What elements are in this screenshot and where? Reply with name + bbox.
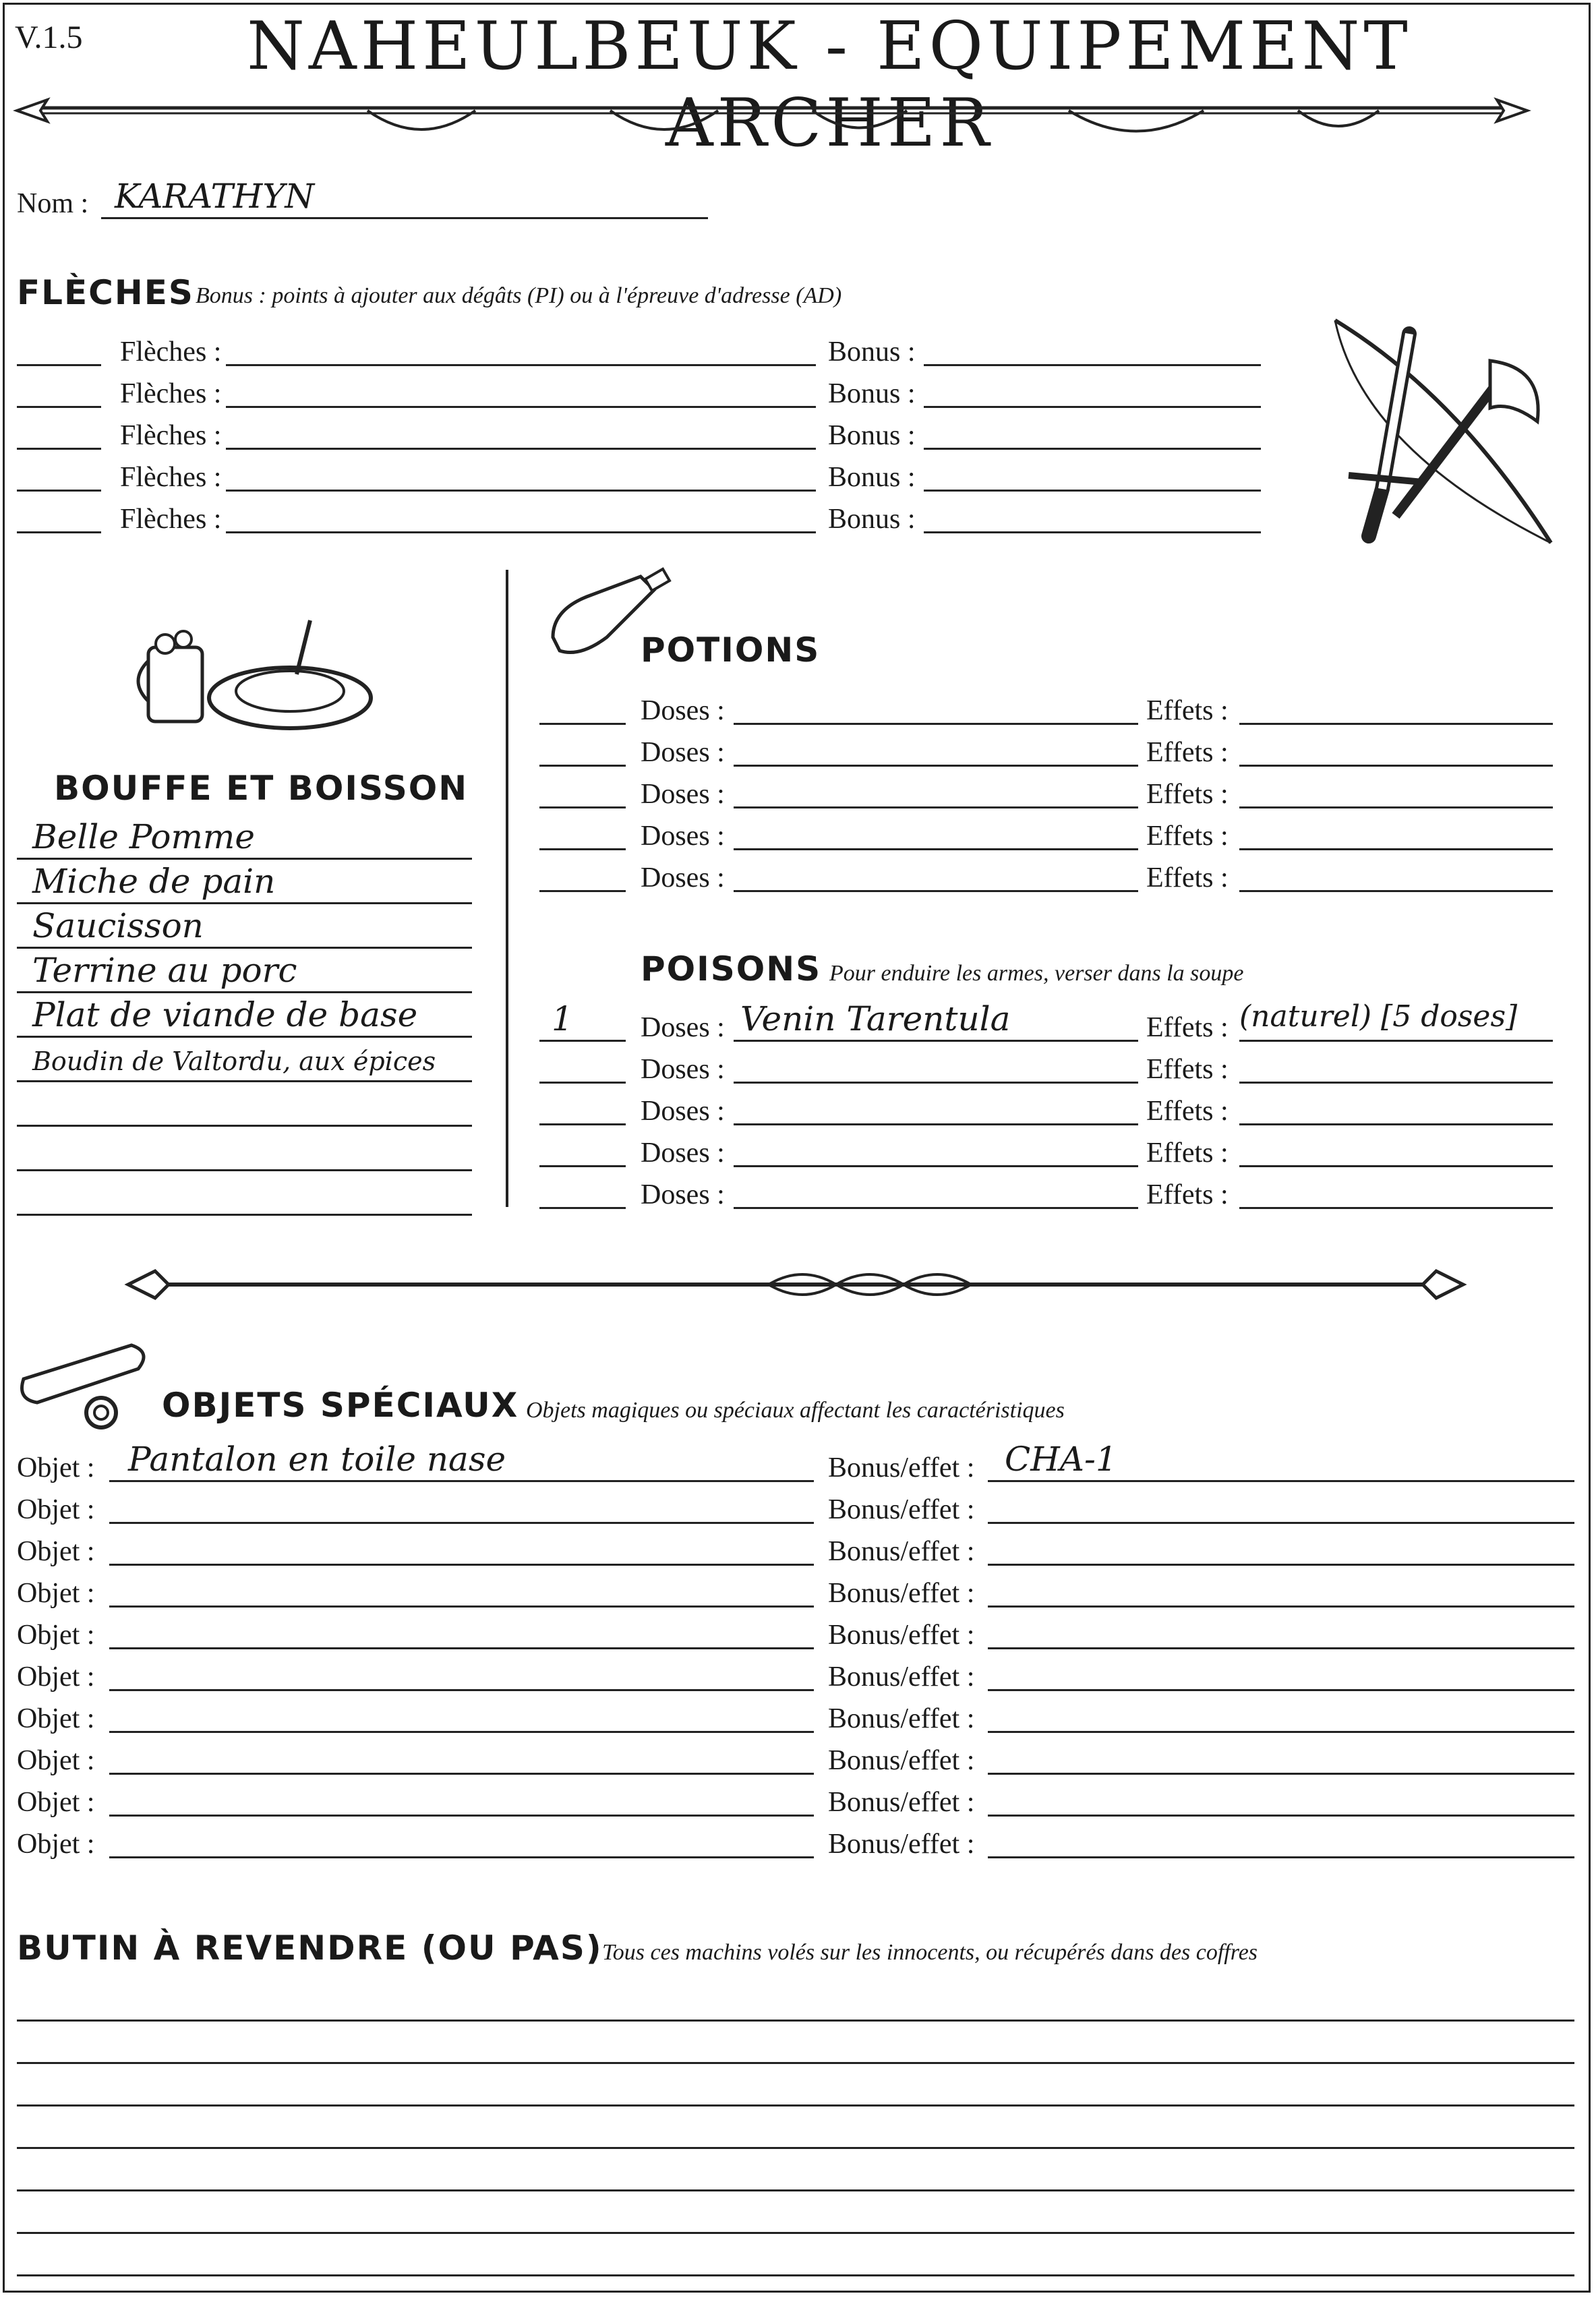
objets-title: OBJETS SPÉCIAUX bbox=[162, 1386, 519, 1425]
bouffe-line bbox=[17, 858, 472, 860]
objet-bonus-line bbox=[988, 1605, 1574, 1608]
poisons-doses-label: Doses : bbox=[641, 1138, 725, 1169]
potions-doses-label: Doses : bbox=[641, 779, 725, 810]
poisons-doses-label: Doses : bbox=[641, 1012, 725, 1043]
potions-effets-label: Effets : bbox=[1146, 695, 1229, 726]
nom-value[interactable]: KARATHYN bbox=[115, 177, 315, 216]
objet-line bbox=[109, 1480, 814, 1482]
potions-effets-line bbox=[1239, 890, 1553, 892]
potions-doses-label: Doses : bbox=[641, 695, 725, 726]
fleches-bonus-input[interactable] bbox=[924, 459, 1261, 490]
objet-bonus-line bbox=[988, 1856, 1574, 1858]
poisons-effets-line bbox=[1239, 1082, 1553, 1084]
bouffe-line bbox=[17, 1125, 472, 1127]
fleches-input[interactable] bbox=[226, 417, 816, 448]
fleches-bonus-input[interactable] bbox=[924, 376, 1261, 406]
poisons-effets-label: Effets : bbox=[1146, 1179, 1229, 1210]
potions-doses-input[interactable] bbox=[734, 693, 1138, 723]
potions-doses-input[interactable] bbox=[734, 776, 1138, 806]
bouffe-item[interactable]: Belle Pomme bbox=[32, 817, 255, 856]
potions-effets-input[interactable] bbox=[1239, 734, 1553, 765]
potions-doses-line bbox=[734, 723, 1138, 725]
objet-line bbox=[109, 1522, 814, 1524]
potions-effets-input[interactable] bbox=[1239, 693, 1553, 723]
objet-bonus-label: Bonus/effet : bbox=[828, 1578, 975, 1609]
poisons-effets-label: Effets : bbox=[1146, 1096, 1229, 1127]
potions-effets-line bbox=[1239, 848, 1553, 850]
objet-bonus-label: Bonus/effet : bbox=[828, 1620, 975, 1651]
potions-qty-line bbox=[539, 806, 626, 808]
potions-doses-line bbox=[734, 890, 1138, 892]
column-divider bbox=[506, 570, 508, 1207]
bouffe-item[interactable]: Boudin de Valtordu, aux épices bbox=[32, 1047, 436, 1076]
fleches-bonus-line bbox=[924, 490, 1261, 492]
objet-label: Objet : bbox=[17, 1745, 95, 1776]
objet-bonus-label: Bonus/effet : bbox=[828, 1787, 975, 1818]
objet-label: Objet : bbox=[17, 1661, 95, 1692]
objet-bonus-value[interactable]: CHA-1 bbox=[1005, 1440, 1117, 1479]
potions-title: POTIONS bbox=[641, 630, 821, 670]
fleches-bonus-input[interactable] bbox=[924, 334, 1261, 364]
objet-bonus-label: Bonus/effet : bbox=[828, 1494, 975, 1525]
potions-doses-input[interactable] bbox=[734, 818, 1138, 848]
bouffe-line bbox=[17, 991, 472, 993]
version-label: V.1.5 bbox=[15, 20, 83, 55]
potions-doses-line bbox=[734, 848, 1138, 850]
objet-label: Objet : bbox=[17, 1703, 95, 1734]
poisons-qty-line bbox=[539, 1082, 626, 1084]
potions-effets-label: Effets : bbox=[1146, 737, 1229, 768]
objet-label: Objet : bbox=[17, 1536, 95, 1567]
potions-doses-label: Doses : bbox=[641, 737, 725, 768]
poisons-title: POISONS bbox=[641, 949, 822, 989]
food-icon bbox=[142, 607, 378, 735]
potions-effets-input[interactable] bbox=[1239, 860, 1553, 890]
objet-label: Objet : bbox=[17, 1787, 95, 1818]
poisons-subtitle: Pour enduire les armes, verser dans la soupe bbox=[829, 961, 1244, 986]
objet-label: Objet : bbox=[17, 1578, 95, 1609]
objet-line bbox=[109, 1647, 814, 1649]
butin-input[interactable] bbox=[17, 2241, 1574, 2274]
objet-bonus-line bbox=[988, 1689, 1574, 1691]
fleches-bonus-label: Bonus : bbox=[828, 420, 916, 451]
fleches-bonus-line bbox=[924, 531, 1261, 533]
fleches-qty-line bbox=[17, 448, 101, 450]
objet-line bbox=[109, 1689, 814, 1691]
bouffe-line bbox=[17, 1036, 472, 1038]
fleches-qty-line bbox=[17, 364, 101, 366]
fleches-input[interactable] bbox=[226, 501, 816, 531]
objet-bonus-line bbox=[988, 1564, 1574, 1566]
objet-line bbox=[109, 1564, 814, 1566]
objet-bonus-line bbox=[988, 1731, 1574, 1733]
objet-line bbox=[109, 1856, 814, 1858]
poisons-effets-line bbox=[1239, 1040, 1553, 1042]
butin-input[interactable] bbox=[17, 2028, 1574, 2062]
fleches-field-line bbox=[226, 531, 816, 533]
poisons-effets-label: Effets : bbox=[1146, 1012, 1229, 1043]
potions-doses-label: Doses : bbox=[641, 862, 725, 893]
potions-qty-line bbox=[539, 723, 626, 725]
poisons-qty-line bbox=[539, 1165, 626, 1167]
potions-doses-label: Doses : bbox=[641, 821, 725, 852]
fleches-field-line bbox=[226, 490, 816, 492]
butin-line bbox=[17, 2104, 1574, 2106]
bouffe-item[interactable]: Saucisson bbox=[32, 906, 204, 945]
fleches-bonus-input[interactable] bbox=[924, 417, 1261, 448]
objets-subtitle: Objets magiques ou spéciaux affectant les caractéristiques bbox=[526, 1398, 1065, 1423]
objet-line bbox=[109, 1773, 814, 1775]
objet-label: Objet : bbox=[17, 1620, 95, 1651]
fleches-bonus-label: Bonus : bbox=[828, 378, 916, 409]
potions-qty-line bbox=[539, 890, 626, 892]
fleches-field-line bbox=[226, 364, 816, 366]
fleches-qty-line bbox=[17, 490, 101, 492]
objet-line bbox=[109, 1731, 814, 1733]
fleches-qty-line bbox=[17, 531, 101, 533]
poisons-doses-line bbox=[734, 1207, 1138, 1209]
fleches-title: FLÈCHES bbox=[17, 273, 194, 312]
poisons-doses-label: Doses : bbox=[641, 1096, 725, 1127]
objet-bonus-label: Bonus/effet : bbox=[828, 1452, 975, 1483]
butin-line bbox=[17, 2189, 1574, 2191]
fleches-bonus-input[interactable] bbox=[924, 501, 1261, 531]
fleches-bonus-label: Bonus : bbox=[828, 336, 916, 367]
bouffe-title: BOUFFE ET BOISSON bbox=[54, 769, 469, 808]
potions-effets-line bbox=[1239, 765, 1553, 767]
butin-line bbox=[17, 2274, 1574, 2276]
potions-effets-line bbox=[1239, 723, 1553, 725]
poisons-qty-line bbox=[539, 1207, 626, 1209]
objet-bonus-line bbox=[988, 1815, 1574, 1817]
butin-input[interactable] bbox=[17, 2198, 1574, 2232]
fleches-input[interactable] bbox=[226, 376, 816, 406]
fleches-field-line bbox=[226, 406, 816, 408]
potions-qty-line bbox=[539, 848, 626, 850]
fleches-qty-line bbox=[17, 406, 101, 408]
potions-doses-input[interactable] bbox=[734, 734, 1138, 765]
fleches-label: Flèches : bbox=[120, 462, 222, 493]
staff-divider-icon bbox=[128, 1261, 1463, 1308]
objet-label: Objet : bbox=[17, 1829, 95, 1860]
fleches-bonus-label: Bonus : bbox=[828, 462, 916, 493]
potions-effets-label: Effets : bbox=[1146, 821, 1229, 852]
bouffe-line bbox=[17, 902, 472, 904]
poisons-doses-line bbox=[734, 1165, 1138, 1167]
fleches-bonus-line bbox=[924, 406, 1261, 408]
potions-doses-line bbox=[734, 765, 1138, 767]
objet-bonus-label: Bonus/effet : bbox=[828, 1745, 975, 1776]
poisons-doses-label: Doses : bbox=[641, 1179, 725, 1210]
potions-doses-input[interactable] bbox=[734, 860, 1138, 890]
potions-effets-label: Effets : bbox=[1146, 779, 1229, 810]
poisons-doses-line bbox=[734, 1082, 1138, 1084]
bouffe-item[interactable]: Terrine au porc bbox=[32, 951, 297, 990]
fleches-label: Flèches : bbox=[120, 420, 222, 451]
poisons-doses-line bbox=[734, 1040, 1138, 1042]
bouffe-item[interactable]: Plat de viande de base bbox=[32, 995, 418, 1034]
weapons-icon bbox=[1322, 314, 1571, 550]
scroll-ring-icon bbox=[17, 1338, 158, 1433]
poisons-doses-line bbox=[734, 1123, 1138, 1125]
fleches-input[interactable] bbox=[226, 334, 816, 364]
fleches-bonus-label: Bonus : bbox=[828, 504, 916, 535]
fleches-field-line bbox=[226, 448, 816, 450]
objet-bonus-label: Bonus/effet : bbox=[828, 1829, 975, 1860]
bouffe-item[interactable]: Miche de pain bbox=[32, 862, 276, 901]
nom-label: Nom : bbox=[17, 188, 89, 219]
objet-label: Objet : bbox=[17, 1452, 95, 1483]
fleches-bonus-line bbox=[924, 364, 1261, 366]
potions-doses-line bbox=[734, 806, 1138, 808]
objet-label: Objet : bbox=[17, 1494, 95, 1525]
objet-bonus-label: Bonus/effet : bbox=[828, 1703, 975, 1734]
butin-input[interactable] bbox=[17, 2156, 1574, 2189]
potions-effets-input[interactable] bbox=[1239, 776, 1553, 806]
butin-line bbox=[17, 2147, 1574, 2149]
objet-value[interactable]: Pantalon en toile nase bbox=[128, 1440, 506, 1479]
objet-bonus-label: Bonus/effet : bbox=[828, 1536, 975, 1567]
objet-bonus-line bbox=[988, 1773, 1574, 1775]
butin-line bbox=[17, 2020, 1574, 2022]
potions-effets-line bbox=[1239, 806, 1553, 808]
fleches-subtitle: Bonus : points à ajouter aux dégâts (PI) ou à l'épreuve d'adresse (AD) bbox=[196, 283, 842, 308]
fleches-bonus-line bbox=[924, 448, 1261, 450]
butin-subtitle: Tous ces machins volés sur les innocents, ou récupérés dans des coffres bbox=[602, 1940, 1258, 1965]
bouffe-line bbox=[17, 1169, 472, 1171]
arrow-divider-icon bbox=[17, 88, 1527, 148]
potions-effets-input[interactable] bbox=[1239, 818, 1553, 848]
potions-effets-label: Effets : bbox=[1146, 862, 1229, 893]
poisons-effets-label: Effets : bbox=[1146, 1054, 1229, 1085]
poisons-qty-line bbox=[539, 1040, 626, 1042]
fleches-label: Flèches : bbox=[120, 336, 222, 367]
objet-bonus-line bbox=[988, 1647, 1574, 1649]
objet-bonus-label: Bonus/effet : bbox=[828, 1661, 975, 1692]
poisons-doses-value[interactable]: Venin Tarentula bbox=[740, 999, 1011, 1038]
poisons-effets-value[interactable]: (naturel) [5 doses] bbox=[1239, 999, 1518, 1034]
poisons-qty-line bbox=[539, 1123, 626, 1125]
fleches-input[interactable] bbox=[226, 459, 816, 490]
butin-line bbox=[17, 2062, 1574, 2064]
objet-line bbox=[109, 1605, 814, 1608]
butin-line bbox=[17, 2232, 1574, 2234]
butin-input[interactable] bbox=[17, 2071, 1574, 2104]
poisons-effets-line bbox=[1239, 1123, 1553, 1125]
nom-line bbox=[101, 217, 708, 219]
poisons-qty[interactable]: 1 bbox=[552, 999, 573, 1038]
poisons-doses-label: Doses : bbox=[641, 1054, 725, 1085]
objet-bonus-line bbox=[988, 1522, 1574, 1524]
fleches-label: Flèches : bbox=[120, 378, 222, 409]
fleches-label: Flèches : bbox=[120, 504, 222, 535]
bouffe-line bbox=[17, 1080, 472, 1082]
page-title: NAHEULBEUK - EQUIPEMENT ARCHER bbox=[247, 8, 1412, 162]
butin-title: BUTIN À REVENDRE (OU PAS) bbox=[17, 1928, 603, 1968]
poisons-effets-line bbox=[1239, 1207, 1553, 1209]
bouffe-line bbox=[17, 947, 472, 949]
objet-bonus-line bbox=[988, 1480, 1574, 1482]
bouffe-line bbox=[17, 1214, 472, 1216]
potions-qty-line bbox=[539, 765, 626, 767]
poisons-effets-label: Effets : bbox=[1146, 1138, 1229, 1169]
butin-input[interactable] bbox=[17, 2113, 1574, 2147]
objet-line bbox=[109, 1815, 814, 1817]
butin-input[interactable] bbox=[17, 1986, 1574, 2020]
poisons-effets-line bbox=[1239, 1165, 1553, 1167]
